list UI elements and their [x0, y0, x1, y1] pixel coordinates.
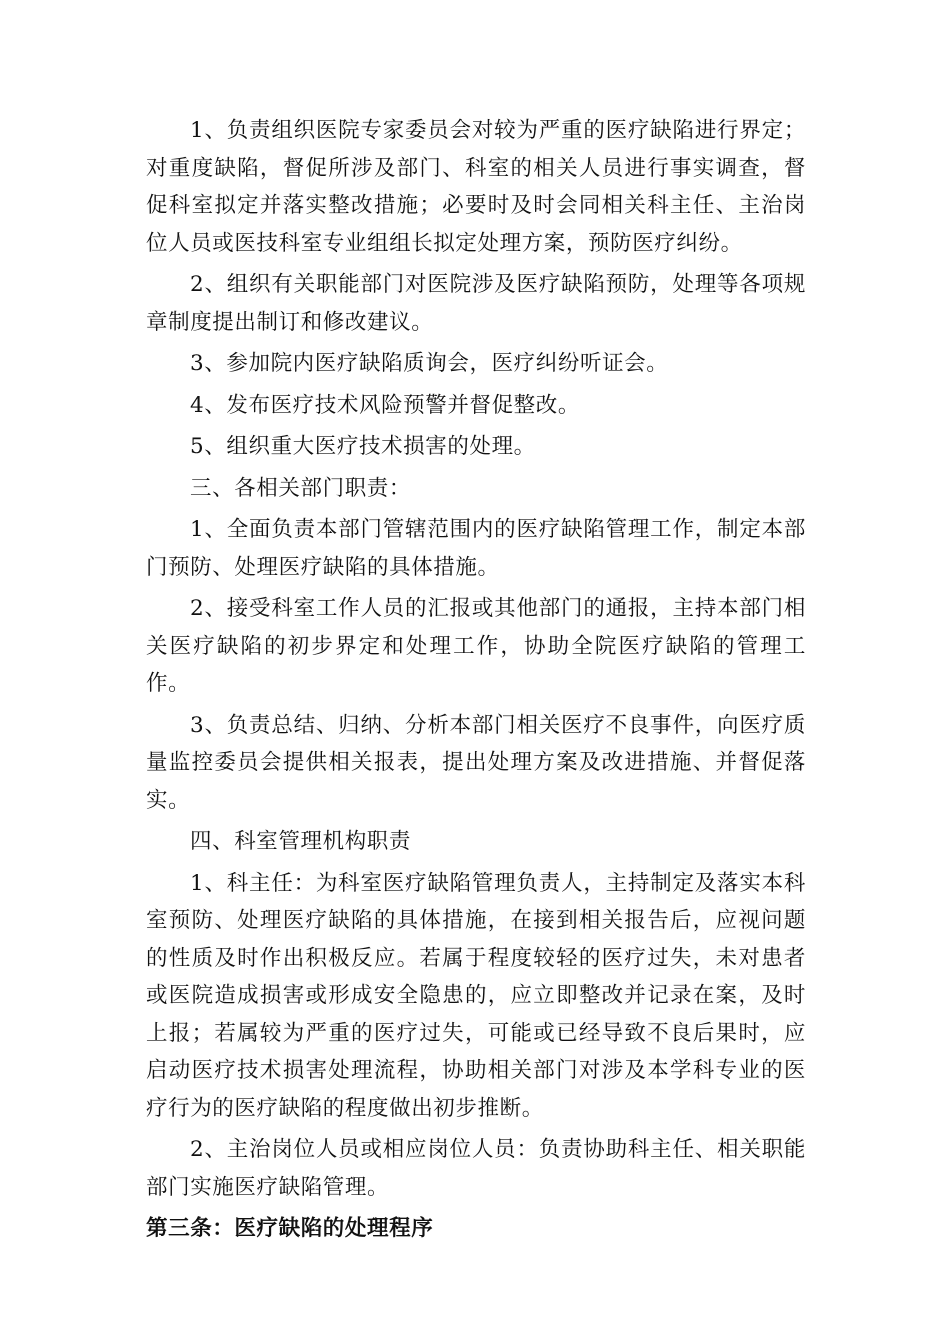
- paragraph-duty-1: 1、负责组织医院专家委员会对较为严重的医疗缺陷进行界定；对重度缺陷，督促所涉及部门、科室的相关人员进行事实调查，督促科室拟定并落实整改措施；必要时及时会同相关科主任、主治岗位人员或医技科室专业组组长拟定处理方案，预防医疗纠纷。: [146, 118, 806, 256]
- paragraph-duty-2: 2、组织有关职能部门对医院涉及医疗缺陷预防，处理等各项规章制度提出制订和修改建议。: [146, 272, 806, 335]
- article-title: 第三条：医疗缺陷的处理程序: [146, 1216, 434, 1241]
- paragraph-duty-5: 5、组织重大医疗技术损害的处理。: [190, 434, 536, 459]
- document-body: [146, 112, 806, 1248]
- paragraph-office-2: 2、主治岗位人员或相应岗位人员：负责协助科主任、相关职能部门实施医疗缺陷管理。: [146, 1137, 806, 1200]
- paragraph-dept-3: 3、负责总结、归纳、分析本部门相关医疗不良事件，向医疗质量监控委员会提供相关报表，提出处理方案及改进措施、并督促落实。: [146, 712, 806, 813]
- paragraph-duty-3: 3、参加院内医疗缺陷质询会，医疗纠纷听证会。: [190, 351, 669, 376]
- paragraph-dept-1: 1、全面负责本部门管辖范围内的医疗缺陷管理工作，制定本部门预防、处理医疗缺陷的具体措施。: [146, 517, 806, 580]
- paragraph-duty-4: 4、发布医疗技术风险预警并督促整改。: [190, 392, 580, 418]
- paragraph-dept-2: 2、接受科室工作人员的汇报或其他部门的通报，主持本部门相关医疗缺陷的初步界定和处理工作，协助全院医疗缺陷的管理工作。: [146, 596, 806, 696]
- section-heading-office: 四、科室管理机构职责: [190, 829, 412, 854]
- paragraph-office-1: 1、科主任：为科室医疗缺陷管理负责人，主持制定及落实本科室预防、处理医疗缺陷的具体措施，在接到相关报告后，应视问题的性质及时作出积极反应。若属于程度较轻的医疗过失，未对患者或医院造成损害或形成安全隐患的，应立即整改并记录在案，及时上报；若属较为严重的医疗过失，可能或已经导致不良后果时，应启动医疗技术损害处理流程，协助相关部门对涉及本学科专业的医疗行为的医疗缺陷的程度做出初步推断。: [146, 870, 806, 1121]
- section-heading-departments: 三、各相关部门职责：: [190, 475, 412, 501]
